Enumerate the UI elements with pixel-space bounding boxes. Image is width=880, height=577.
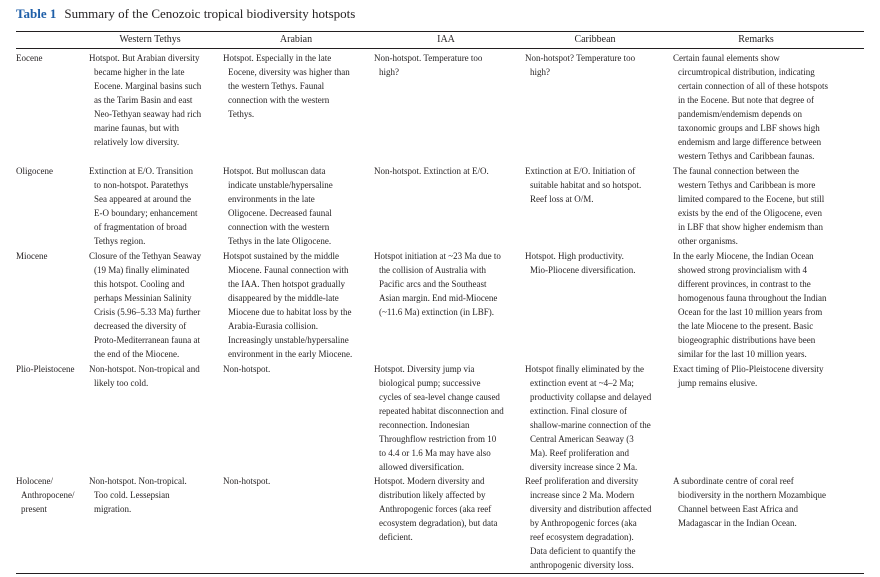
cell-line: Mio-Pliocene diversification. bbox=[530, 265, 636, 275]
cell-line: Miocene. Faunal connection with bbox=[228, 265, 349, 275]
western-tethys-cell bbox=[89, 164, 222, 248]
cell-line: Plio-Pleistocene bbox=[16, 364, 75, 374]
cell-line: Hotspot. But Arabian diversity bbox=[89, 53, 200, 63]
cell-line: Eocene bbox=[16, 53, 43, 63]
cell-line: the collision of Australia with bbox=[379, 265, 486, 275]
cell-line: showed strong provincialism with 4 bbox=[678, 265, 807, 275]
row-label bbox=[16, 474, 88, 516]
remarks-cell bbox=[673, 474, 863, 530]
cell-line: Ma). Reef proliferation and bbox=[530, 448, 629, 458]
cell-line: Oligocene. Decreased faunal bbox=[228, 208, 332, 218]
cell-line: Non-hotspot. bbox=[223, 476, 271, 486]
table-label: Table 1 bbox=[16, 6, 57, 21]
cell-line: Central American Seaway (3 bbox=[530, 434, 634, 444]
cell-line: Closure of the Tethyan Seaway bbox=[89, 251, 202, 261]
cell-line: Reef loss at O/M. bbox=[530, 194, 594, 204]
cell-line: this hotspot. Cooling and bbox=[94, 279, 185, 289]
cell-line: Hotspot. Modern diversity and bbox=[374, 476, 485, 486]
iaa-cell bbox=[374, 474, 524, 544]
cell-line: Non-hotspot. Extinction at E/O. bbox=[374, 166, 489, 176]
cell-line: ecosystem degradation), but data bbox=[379, 518, 498, 528]
cell-line: high? bbox=[379, 67, 399, 77]
cell-line: Pacific arcs and the Southeast bbox=[379, 279, 487, 289]
arabian-cell bbox=[223, 164, 373, 248]
western-tethys-cell bbox=[89, 362, 222, 390]
cell-line: became higher in the late bbox=[94, 67, 185, 77]
cell-line: marine faunas, but with bbox=[94, 123, 179, 133]
cell-line: Sea appeared at around the bbox=[94, 194, 191, 204]
cell-line: pandemism/endemism depends on bbox=[678, 109, 802, 119]
cell-line: other organisms. bbox=[678, 236, 738, 246]
cell-line: the end of the Miocene. bbox=[94, 349, 180, 359]
cell-line: perhaps Messinian Salinity bbox=[94, 293, 192, 303]
cell-line: Miocene bbox=[16, 251, 48, 261]
cell-line: Hotspot. But molluscan data bbox=[223, 166, 326, 176]
cell-line: Anthropocene/ bbox=[21, 490, 75, 500]
cell-line: present bbox=[21, 504, 47, 514]
cell-line: Proto-Mediterranean fauna at bbox=[94, 335, 200, 345]
cell-line: extinction event at ~4–2 Ma; bbox=[530, 378, 634, 388]
caribbean-cell bbox=[525, 362, 672, 474]
cell-line: relatively low diversity. bbox=[94, 137, 180, 147]
cell-line: diversity and distribution affected bbox=[530, 504, 652, 514]
cell-line: Hotspot. High productivity. bbox=[525, 251, 624, 261]
arabian-cell bbox=[223, 51, 373, 121]
cell-line: the western Tethys. Faunal bbox=[228, 81, 325, 91]
cell-line: Non-hotspot. Non-tropical and bbox=[89, 364, 200, 374]
cell-line: Too cold. Lessepsian bbox=[94, 490, 170, 500]
column-header-remarks: Remarks bbox=[738, 34, 774, 45]
cell-line: disappeared by the middle-late bbox=[228, 293, 339, 303]
table-title: Summary of the Cenozoic tropical biodiversity hotspots bbox=[64, 6, 356, 21]
table-caption bbox=[16, 6, 355, 22]
cell-line: homogenous fauna throughout the Indian bbox=[678, 293, 827, 303]
cell-line: Arabia-Eurasia collision. bbox=[228, 321, 318, 331]
remarks-cell bbox=[673, 51, 863, 163]
cell-line: endemism and large difference between bbox=[678, 137, 822, 147]
cell-line: Certain faunal elements show bbox=[673, 53, 780, 63]
cell-line: Oligocene bbox=[16, 166, 53, 176]
cell-line: in LBF that show higher endemism than bbox=[678, 222, 823, 232]
cell-line: indicate unstable/hypersaline bbox=[228, 180, 333, 190]
cell-line: anthropogenic diversity loss. bbox=[530, 560, 634, 570]
row-label bbox=[16, 249, 88, 263]
cell-line: Hotspot. Especially in the late bbox=[223, 53, 332, 63]
cell-line: Asian margin. End mid-Miocene bbox=[379, 293, 498, 303]
cell-line: Tethys region. bbox=[94, 236, 146, 246]
iaa-cell bbox=[374, 249, 524, 319]
cell-line: Exact timing of Plio-Pleistocene diversity bbox=[673, 364, 824, 374]
cell-line: decreased the diversity of bbox=[94, 321, 187, 331]
header-rule bbox=[16, 48, 864, 49]
cell-line: Non-hotspot. bbox=[223, 364, 271, 374]
cell-line: jump remains elusive. bbox=[678, 378, 758, 388]
cell-line: the IAA. Then hotspot gradually bbox=[228, 279, 346, 289]
cell-line: Reef proliferation and diversity bbox=[525, 476, 639, 486]
cell-line: western Tethys and Caribbean faunas. bbox=[678, 151, 815, 161]
bottom-rule bbox=[16, 573, 864, 574]
cell-line: connection with the western bbox=[228, 222, 330, 232]
cell-line: to 4.4 or 1.6 Ma may have also bbox=[379, 448, 491, 458]
caribbean-cell bbox=[525, 164, 672, 206]
cell-line: exists by the end of the Oligocene, even bbox=[678, 208, 822, 218]
cell-line: deficient. bbox=[379, 532, 413, 542]
cell-line: suitable habitat and so hotspot. bbox=[530, 180, 642, 190]
cell-line: increase since 2 Ma. Modern bbox=[530, 490, 635, 500]
western-tethys-cell bbox=[89, 474, 222, 516]
cell-line: the late Miocene to the present. Basic bbox=[678, 321, 814, 331]
cell-line: environment in the early Miocene. bbox=[228, 349, 353, 359]
cell-line: extinction. Final closure of bbox=[530, 406, 627, 416]
remarks-cell bbox=[673, 164, 863, 248]
cell-line: certain connection of all of these hotspots bbox=[678, 81, 828, 91]
cell-line: Ocean for the last 10 million years from bbox=[678, 307, 823, 317]
cell-line: Tethys. bbox=[228, 109, 255, 119]
arabian-cell bbox=[223, 249, 373, 361]
iaa-cell bbox=[374, 164, 524, 178]
cell-line: similar for the last 10 million years. bbox=[678, 349, 807, 359]
cell-line: (19 Ma) finally eliminated bbox=[94, 265, 190, 275]
caribbean-cell bbox=[525, 51, 672, 79]
cell-line: Neo-Tethyan seaway had rich bbox=[94, 109, 202, 119]
cell-line: Extinction at E/O. Initiation of bbox=[525, 166, 636, 176]
cell-line: (~11.6 Ma) extinction (in LBF). bbox=[379, 307, 495, 317]
cell-line: western Tethys and Caribbean is more bbox=[678, 180, 816, 190]
row-label bbox=[16, 164, 88, 178]
cell-line: Miocene due to habitat loss by the bbox=[228, 307, 352, 317]
cell-line: productivity collapse and delayed bbox=[530, 392, 652, 402]
cell-line: Channel between East Africa and bbox=[678, 504, 798, 514]
remarks-cell bbox=[673, 362, 863, 390]
cell-line: repeated habitat disconnection and bbox=[379, 406, 504, 416]
remarks-cell bbox=[673, 249, 863, 361]
cell-line: In the early Miocene, the Indian Ocean bbox=[673, 251, 814, 261]
cell-line: Non-hotspot. Temperature too bbox=[374, 53, 483, 63]
row-label bbox=[16, 362, 88, 376]
cell-line: Non-hotspot. Non-tropical. bbox=[89, 476, 187, 486]
cell-line: Crisis (5.96–5.33 Ma) further bbox=[94, 307, 201, 317]
cell-line: different provinces, in contrast to the bbox=[678, 279, 811, 289]
cell-line: reef ecosystem degradation). bbox=[530, 532, 634, 542]
cell-line: Data deficient to quantify the bbox=[530, 546, 636, 556]
column-header-western-tethys: Western Tethys bbox=[119, 34, 181, 45]
cell-line: to non-hotspot. Paratethys bbox=[94, 180, 189, 190]
cell-line: Hotspot initiation at ~23 Ma due to bbox=[374, 251, 501, 261]
cell-line: taxonomic groups and LBF shows high bbox=[678, 123, 820, 133]
iaa-cell bbox=[374, 362, 524, 474]
cell-line: E-O boundary; enhancement bbox=[94, 208, 198, 218]
western-tethys-cell bbox=[89, 249, 222, 361]
cell-line: high? bbox=[530, 67, 550, 77]
cell-line: Anthropogenic forces (aka reef bbox=[379, 504, 492, 514]
cell-line: Throughflow restriction from 10 bbox=[379, 434, 497, 444]
cell-line: distribution likely affected by bbox=[379, 490, 486, 500]
cell-line: The faunal connection between the bbox=[673, 166, 799, 176]
cell-line: of fragmentation of broad bbox=[94, 222, 187, 232]
cell-line: as the Tarim Basin and east bbox=[94, 95, 193, 105]
cell-line: limited compared to the Eocene, but still bbox=[678, 194, 825, 204]
cell-line: A subordinate centre of coral reef bbox=[673, 476, 794, 486]
cell-line: Holocene/ bbox=[16, 476, 53, 486]
cell-line: in the Eocene. But note that degree of bbox=[678, 95, 814, 105]
cell-line: biogeographic distributions have been bbox=[678, 335, 816, 345]
row-label bbox=[16, 51, 88, 65]
cell-line: Hotspot finally eliminated by the bbox=[525, 364, 644, 374]
cell-line: biodiversity in the northern Mozambique bbox=[678, 490, 826, 500]
cell-line: migration. bbox=[94, 504, 132, 514]
cell-line: Eocene. Marginal basins such bbox=[94, 81, 202, 91]
arabian-cell bbox=[223, 474, 373, 488]
iaa-cell bbox=[374, 51, 524, 79]
column-header-arabian: Arabian bbox=[279, 34, 313, 45]
cell-line: Hotspot sustained by the middle bbox=[223, 251, 339, 261]
cell-line: reconnection. Indonesian bbox=[379, 420, 470, 430]
cell-line: Non-hotspot? Temperature too bbox=[525, 53, 636, 63]
arabian-cell bbox=[223, 362, 373, 376]
cell-line: allowed diversification. bbox=[379, 462, 464, 472]
cell-line: diversity increase since 2 Ma. bbox=[530, 462, 638, 472]
cell-line: by Anthropogenic forces (aka bbox=[530, 518, 637, 528]
caribbean-cell bbox=[525, 249, 672, 277]
cell-line: shallow-marine connection of the bbox=[530, 420, 651, 430]
cell-line: circumtropical distribution, indicating bbox=[678, 67, 815, 77]
cell-line: connection with the western bbox=[228, 95, 330, 105]
cell-line: likely too cold. bbox=[94, 378, 149, 388]
caribbean-cell bbox=[525, 474, 672, 572]
cell-line: Madagascar in the Indian Ocean. bbox=[678, 518, 797, 528]
column-header-caribbean: Caribbean bbox=[574, 34, 616, 45]
cell-line: Increasingly unstable/hypersaline bbox=[228, 335, 349, 345]
cell-line: Tethys in the late Oligocene. bbox=[228, 236, 332, 246]
cell-line: Eocene, diversity was higher than bbox=[228, 67, 350, 77]
top-rule bbox=[16, 31, 864, 32]
cell-line: biological pump; successive bbox=[379, 378, 481, 388]
cell-line: cycles of sea-level change caused bbox=[379, 392, 500, 402]
column-header-iaa: IAA bbox=[437, 34, 455, 45]
cell-line: environments in the late bbox=[228, 194, 315, 204]
cell-line: Hotspot. Diversity jump via bbox=[374, 364, 475, 374]
western-tethys-cell bbox=[89, 51, 222, 149]
cell-line: Extinction at E/O. Transition bbox=[89, 166, 194, 176]
